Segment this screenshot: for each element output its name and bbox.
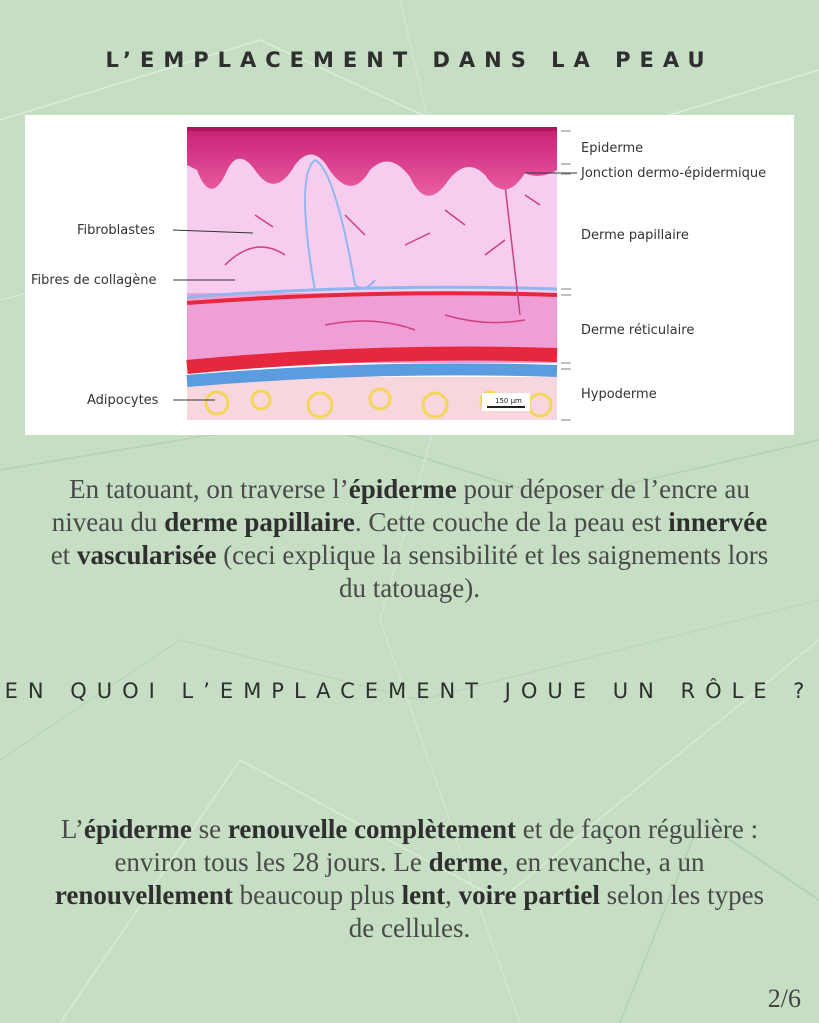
page-number: 2/6 <box>767 984 801 1013</box>
label-fibroblastes: Fibroblastes <box>77 223 155 238</box>
scale-bar-label: 150 µm <box>495 397 522 405</box>
label-hypoderme: Hypoderme <box>581 387 657 402</box>
paragraph-text: , <box>445 880 459 910</box>
bold-term: derme papillaire <box>164 507 355 537</box>
paragraph-text: selon les types de cellules. <box>348 880 765 943</box>
label-derme-papillaire: Derme papillaire <box>581 228 689 243</box>
bold-term: renouvellement <box>54 880 233 910</box>
bold-term: vascularisée <box>76 540 217 570</box>
bold-term: innervée <box>668 507 768 537</box>
section-heading: EN QUOI L’EMPLACEMENT JOUE UN RÔLE ? <box>4 679 815 703</box>
paragraph-text: L’ <box>60 814 84 844</box>
label-fibres-collagene: Fibres de collagène <box>31 273 157 288</box>
bold-term: épiderme <box>83 814 192 844</box>
bold-term: voire partiel <box>458 880 600 910</box>
explanation-paragraph <box>40 473 779 605</box>
bold-term: lent <box>401 880 446 910</box>
paragraph-text: beaucoup plus <box>232 880 402 910</box>
paragraph-text: et de façon régulière : environ tous les 28 jours. Le <box>114 814 759 877</box>
paragraph-text: pour déposer de l’encre au niveau du <box>51 474 750 537</box>
bold-term: renouvelle complètement <box>227 814 517 844</box>
page-title: L’EMPLACEMENT DANS LA PEAU <box>105 48 714 72</box>
paragraph-text: En tatouant, on traverse l’ <box>69 474 349 504</box>
paragraph-text: et <box>50 540 77 570</box>
paragraph-text: (ceci explique la sensibilité et les saignements lors du tatouage). <box>216 540 769 603</box>
bold-term: épiderme <box>348 474 457 504</box>
label-derme-reticulaire: Derme réticulaire <box>581 323 695 338</box>
renewal-paragraph <box>40 813 779 945</box>
paragraph-text: . Cette couche de la peau est <box>354 507 669 537</box>
label-jonction: Jonction dermo-épidermique <box>581 166 767 181</box>
label-epiderme: Epiderme <box>581 141 644 156</box>
bold-term: derme <box>428 847 503 877</box>
layer-boundary-ticks <box>561 131 571 420</box>
label-adipocytes: Adipocytes <box>87 393 159 408</box>
paragraph-text: , en revanche, a un <box>502 847 705 877</box>
skin-layers-diagram <box>25 115 794 435</box>
paragraph-text: se <box>191 814 228 844</box>
